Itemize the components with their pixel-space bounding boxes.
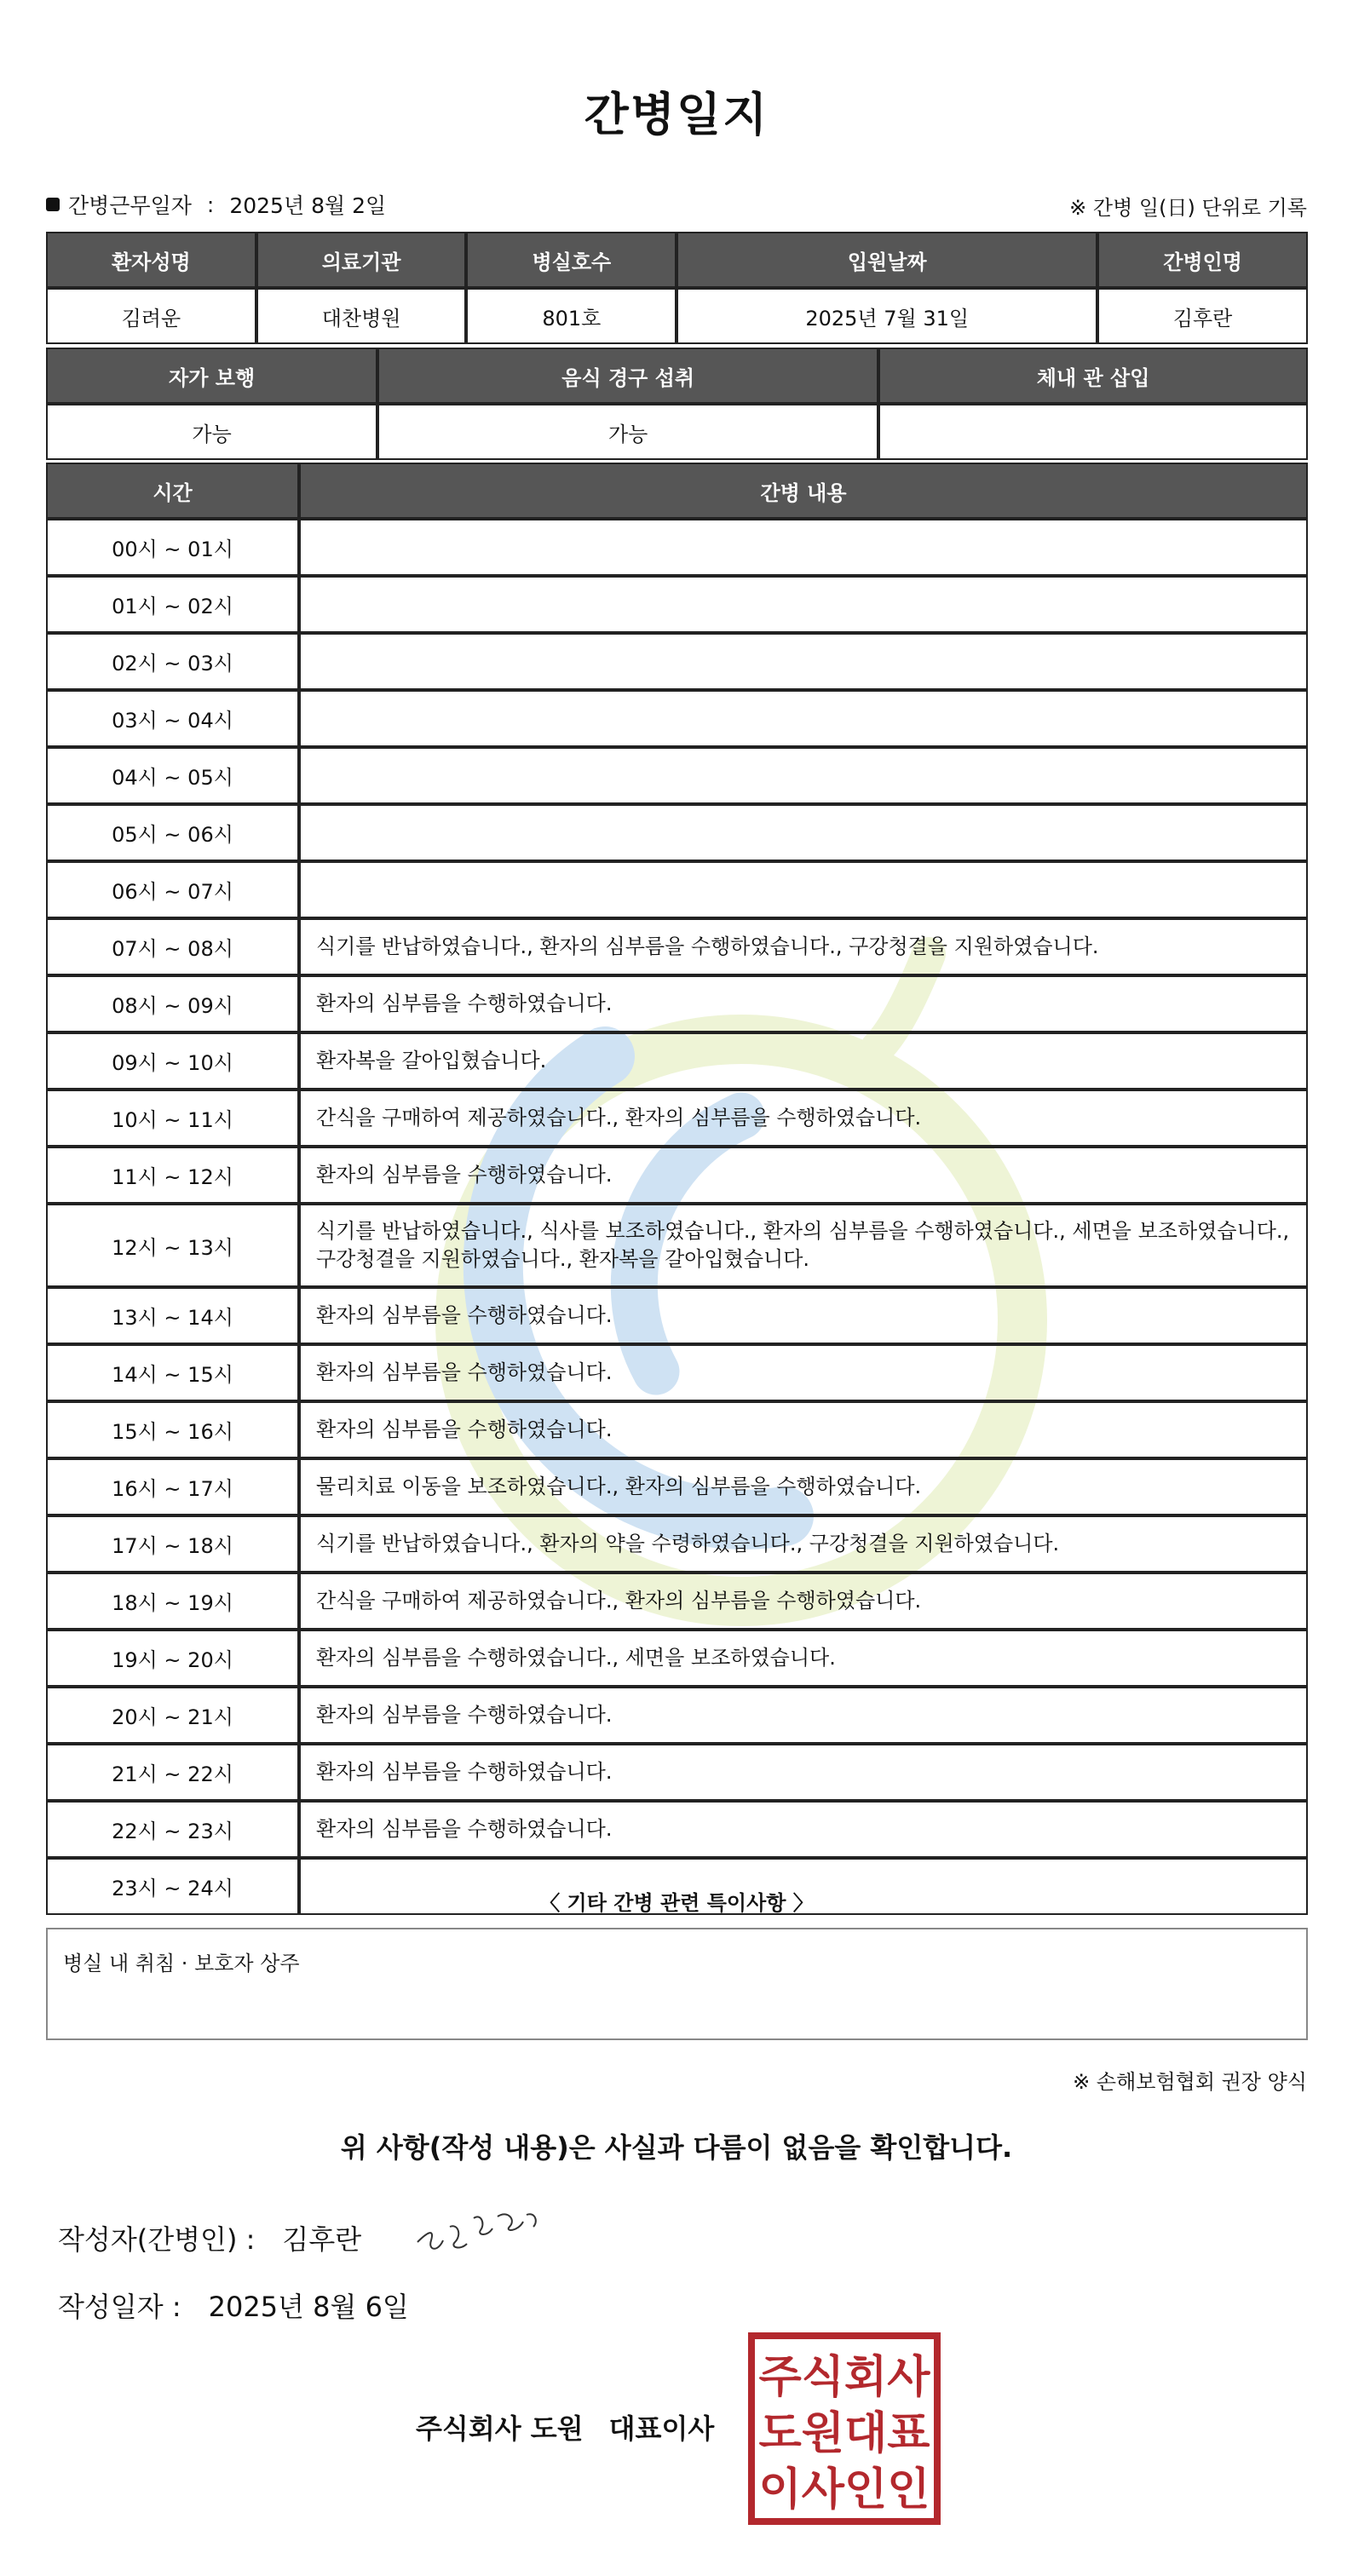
table-row	[46, 633, 1308, 690]
log-time: 19시 ~ 20시	[46, 1630, 299, 1687]
table-row	[46, 1090, 1308, 1147]
company-name: 주식회사 도원	[416, 2412, 584, 2445]
log-time: 23시 ~ 24시	[46, 1858, 299, 1915]
seal-line: 도원대표	[758, 2408, 930, 2459]
author-line	[58, 2218, 361, 2257]
table-row	[46, 804, 1308, 861]
log-content: 간식을 구매하여 제공하였습니다., 환자의 심부름을 수행하였습니다.	[299, 1573, 1308, 1630]
log-content: 식기를 반납하였습니다., 환자의 심부름을 수행하였습니다., 구강청결을 지원하였습니다.	[299, 918, 1308, 975]
header-care-content: 간병 내용	[299, 463, 1308, 519]
log-time: 02시 ~ 03시	[46, 633, 299, 690]
log-content: 환자의 심부름을 수행하였습니다.	[299, 1287, 1308, 1344]
notes-box	[46, 1928, 1308, 2040]
log-content: 식기를 반납하였습니다., 환자의 약을 수령하였습니다., 구강청결을 지원하였습니다.	[299, 1515, 1308, 1573]
log-time: 03시 ~ 04시	[46, 690, 299, 747]
tube-insertion-status	[878, 404, 1308, 460]
table-row	[46, 519, 1308, 576]
company-title: 대표이사	[608, 2412, 715, 2445]
log-content: 환자의 심부름을 수행하였습니다.	[299, 1401, 1308, 1458]
written-date-line	[58, 2286, 409, 2325]
notes-title: 〈 기타 간병 관련 특이사항 〉	[539, 1891, 814, 1915]
hospital-name: 대찬병원	[256, 288, 467, 344]
log-time: 00시 ~ 01시	[46, 519, 299, 576]
log-time: 17시 ~ 18시	[46, 1515, 299, 1573]
company-line	[416, 2407, 714, 2447]
written-date-value: 2025년 8월 6일	[208, 2291, 409, 2323]
table-row	[46, 690, 1308, 747]
confirmation-statement: 위 사항(작성 내용)은 사실과 다름이 없음을 확인합니다.	[340, 2131, 1013, 2164]
log-content: 환자의 심부름을 수행하였습니다.	[299, 1687, 1308, 1744]
table-row	[46, 1630, 1308, 1687]
table-row	[46, 747, 1308, 804]
log-content: 환자의 심부름을 수행하였습니다., 세면을 보조하였습니다.	[299, 1630, 1308, 1687]
table-row	[46, 1204, 1308, 1287]
notes-content: 병실 내 취침 · 보호자 상주	[63, 1952, 300, 1975]
log-content: 환자의 심부름을 수행하였습니다.	[299, 1344, 1308, 1401]
header-oral-intake: 음식 경구 섭취	[377, 348, 878, 404]
log-time: 06시 ~ 07시	[46, 861, 299, 918]
table-row	[46, 1573, 1308, 1630]
table-row	[46, 861, 1308, 918]
work-date-value: 2025년 8월 2일	[229, 193, 387, 218]
log-time: 08시 ~ 09시	[46, 975, 299, 1032]
log-time: 12시 ~ 13시	[46, 1204, 299, 1287]
log-content	[299, 861, 1308, 918]
log-time: 22시 ~ 23시	[46, 1801, 299, 1858]
log-time: 09시 ~ 10시	[46, 1032, 299, 1090]
header-admission-date: 입원날짜	[676, 232, 1097, 288]
log-content: 환자의 심부름을 수행하였습니다.	[299, 975, 1308, 1032]
document-title: 간병일지	[584, 88, 769, 141]
header-time: 시간	[46, 463, 299, 519]
patient-status-table	[46, 348, 1308, 460]
log-content: 환자의 심부름을 수행하였습니다.	[299, 1744, 1308, 1801]
log-content: 식기를 반납하였습니다., 식사를 보조하였습니다., 환자의 심부름을 수행하였습니다., 세면을 보조하였습니다., 구강청결을 지원하였습니다., 환자복을 갈아입혔습니다.	[299, 1204, 1308, 1287]
table-row	[46, 1032, 1308, 1090]
table-row	[46, 1858, 1308, 1915]
signature-icon	[409, 2198, 554, 2266]
patient-name: 김려운	[46, 288, 256, 344]
log-time: 13시 ~ 14시	[46, 1287, 299, 1344]
caregiver-name: 김후란	[1097, 288, 1308, 344]
seal-line: 이사인인	[758, 2464, 930, 2516]
table-row	[46, 1401, 1308, 1458]
header-walking: 자가 보행	[46, 348, 377, 404]
header-patient-name: 환자성명	[46, 232, 256, 288]
table-row	[46, 1458, 1308, 1515]
log-content: 환자복을 갈아입혔습니다.	[299, 1032, 1308, 1090]
record-unit-note: ※ 간병 일(日) 단위로 기록	[1069, 196, 1307, 220]
recommendation-note: ※ 손해보험협회 권장 양식	[1073, 2070, 1307, 2094]
table-row	[46, 975, 1308, 1032]
log-content	[299, 576, 1308, 633]
log-content	[299, 804, 1308, 861]
bullet-square-icon	[46, 198, 60, 211]
header-tube-insertion: 체내 관 삽입	[878, 348, 1308, 404]
work-date-label: 간병근무일자	[68, 193, 192, 218]
admission-date: 2025년 7월 31일	[676, 288, 1097, 344]
log-content: 물리치료 이동을 보조하였습니다., 환자의 심부름을 수행하였습니다.	[299, 1458, 1308, 1515]
table-row	[46, 1687, 1308, 1744]
table-row	[46, 1147, 1308, 1204]
walking-status: 가능	[46, 404, 377, 460]
header-room: 병실호수	[466, 232, 676, 288]
log-time: 01시 ~ 02시	[46, 576, 299, 633]
log-content: 환자의 심부름을 수행하였습니다.	[299, 1801, 1308, 1858]
work-date-separator: :	[206, 192, 215, 217]
table-row	[46, 1744, 1308, 1801]
company-seal-icon	[748, 2332, 941, 2525]
log-time: 07시 ~ 08시	[46, 918, 299, 975]
table-row	[46, 1344, 1308, 1401]
table-row	[46, 1287, 1308, 1344]
log-time: 14시 ~ 15시	[46, 1344, 299, 1401]
log-content	[299, 519, 1308, 576]
log-content	[299, 690, 1308, 747]
log-time: 11시 ~ 12시	[46, 1147, 299, 1204]
patient-info-table	[46, 232, 1308, 344]
author-name: 김후란	[282, 2223, 362, 2256]
written-date-label: 작성일자 :	[58, 2291, 181, 2323]
table-row	[46, 1515, 1308, 1573]
log-time: 10시 ~ 11시	[46, 1090, 299, 1147]
table-row	[46, 576, 1308, 633]
log-content: 간식을 구매하여 제공하였습니다., 환자의 심부름을 수행하였습니다.	[299, 1090, 1308, 1147]
work-date	[46, 189, 386, 220]
log-time: 20시 ~ 21시	[46, 1687, 299, 1744]
log-time: 15시 ~ 16시	[46, 1401, 299, 1458]
room-number: 801호	[466, 288, 676, 344]
log-time: 18시 ~ 19시	[46, 1573, 299, 1630]
oral-intake-status: 가능	[377, 404, 878, 460]
log-content	[299, 747, 1308, 804]
log-time: 21시 ~ 22시	[46, 1744, 299, 1801]
table-row	[46, 918, 1308, 975]
author-label: 작성자(간병인) :	[58, 2223, 256, 2256]
header-caregiver-name: 간병인명	[1097, 232, 1308, 288]
seal-line: 주식회사	[758, 2352, 930, 2403]
log-content	[299, 633, 1308, 690]
log-time: 04시 ~ 05시	[46, 747, 299, 804]
log-time: 05시 ~ 06시	[46, 804, 299, 861]
table-row	[46, 1801, 1308, 1858]
log-time: 16시 ~ 17시	[46, 1458, 299, 1515]
care-log-table	[46, 463, 1308, 1915]
log-content: 환자의 심부름을 수행하였습니다.	[299, 1147, 1308, 1204]
header-hospital: 의료기관	[256, 232, 467, 288]
log-content	[299, 1858, 1308, 1915]
